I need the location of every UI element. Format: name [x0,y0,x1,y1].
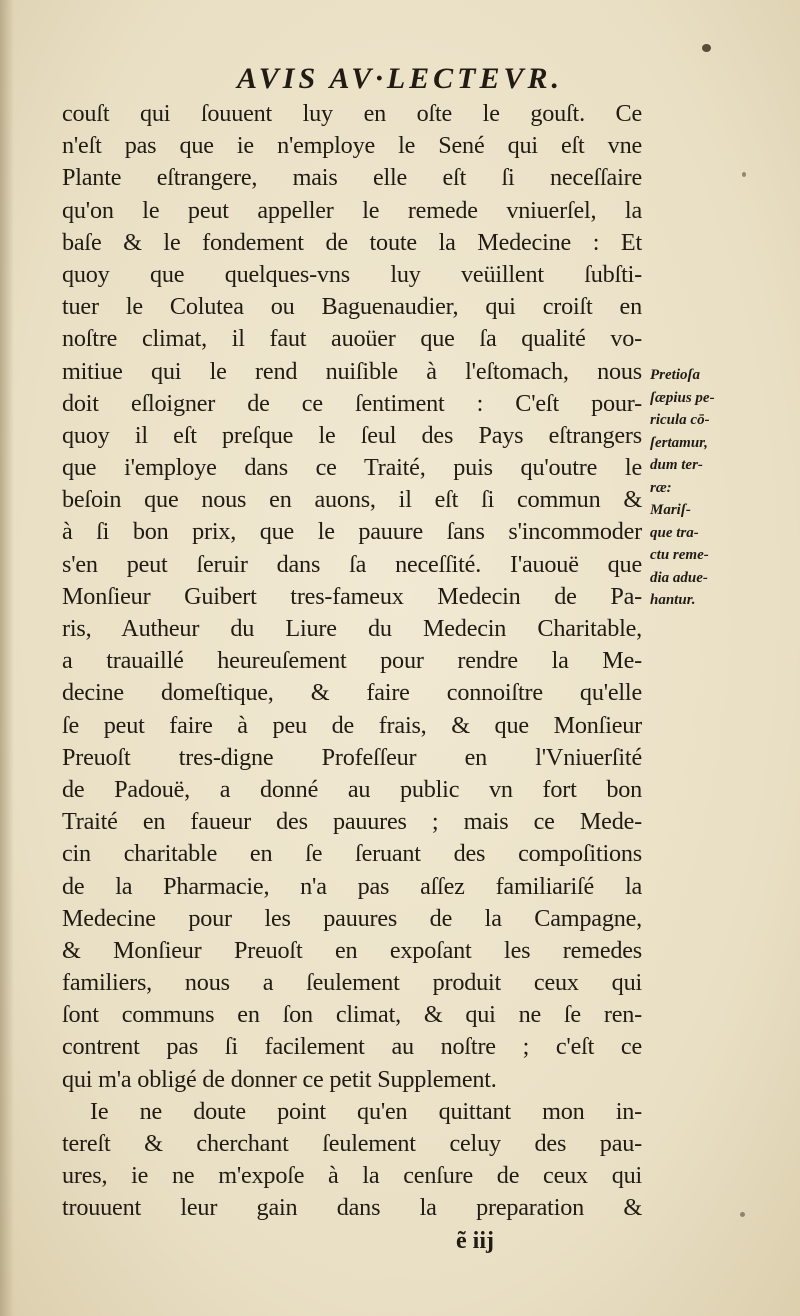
text-line: ſe peut faire à peu de frais, & que Monſieur [62,711,642,739]
text-line: Monſieur Guibert tres-fameux Medecin de Pa- [62,582,642,610]
text-line: s'en peut ſeruir dans ſa neceſſité. I'auouë que [62,550,642,578]
margin-note-line: dia adue- [650,569,708,586]
text-line: Preuoſt tres-digne Profeſſeur en l'Vniuerſité [62,743,642,771]
margin-note [650,364,770,612]
ink-spot [702,44,711,52]
text-line: doit eſloigner de ce ſentiment : C'eſt pour- [62,389,642,417]
text-line: quoy que quelques-vns luy veüillent ſubſti- [62,260,642,288]
margin-note-line: dum ter- [650,457,703,473]
text-line: trouuent leur gain dans la preparation & [62,1194,642,1222]
text-line: tuer le Colutea ou Baguenaudier, qui croiſt en [62,293,642,321]
text-line: baſe & le fondement de toute la Medecine : Et [62,228,642,256]
text-line: tereſt & cherchant ſeulement celuy des pau- [62,1130,642,1157]
margin-note-line: que tra- [650,524,699,541]
text-line: familiers, nous a ſeulement produit ceux qui [62,969,642,997]
text-line: n'eſt pas que ie n'employe le Sené qui eſt vne [62,132,642,160]
text-line: que i'employe dans ce Traité, puis qu'outre le [62,454,642,482]
signature-mark: ẽ iij [456,1228,494,1254]
text-line: mitiue qui le rend nuiſible à l'eſtomach, nous [62,357,642,385]
margin-note-line: ctu reme- [650,547,709,563]
margin-note-line: hantur. [650,592,696,608]
text-line: de la Pharmacie, n'a pas aſſez familiariſé la [62,872,642,900]
margin-note-line: ſertamur, [650,434,708,451]
body-text [62,98,642,1225]
ink-spot [742,172,746,177]
text-line: ſont communs en ſon climat, & qui ne ſe ren- [62,1001,642,1029]
text-line: Traité en faueur des pauures ; mais ce Mede- [62,808,642,836]
margin-note-line: ſæpius pe- [650,389,715,406]
text-line: couſt qui ſouuent luy en oſte le gouſt. Ce [62,100,642,127]
margin-note-line: ræ: [650,479,672,496]
text-line: qu'on le peut appeller le remede vniuerſel, la [62,196,642,224]
text-line: contrent pas ſi facilement au noſtre ; c'eſt ce [62,1033,642,1061]
text-line: Ie ne doute point qu'en quittant mon in- [90,1097,642,1125]
text-line: à ſi bon prix, que le pauure ſans s'incommoder [62,518,642,546]
margin-note-line: Mariſ- [650,502,691,518]
ink-spot [740,1212,745,1217]
text-line: Medecine pour les pauures de la Campagne, [62,904,642,932]
text-line: ures, ie ne m'expoſe à la cenſure de ceux qui [62,1162,642,1190]
text-line: noſtre climat, il faut auoüer que ſa qualité vo- [62,325,642,353]
margin-note-line: Pretioſa [650,367,700,383]
text-line: decine domeſtique, & faire connoiſtre qu'elle [62,679,642,707]
text-line: quoy il eſt preſque le ſeul des Pays eſtrangers [62,421,642,449]
text-line: cin charitable en ſe ſeruant des compoſitions [62,840,642,868]
text-line: qui m'a obligé de donner ce petit Supplement. [62,1065,497,1093]
text-line: de Padouë, a donné au public vn fort bon [62,775,642,803]
text-line: beſoin que nous en auons, il eſt ſi commun & [62,486,642,514]
margin-note-line: ricula cō- [650,412,710,428]
text-line: a trauaillé heureuſement pour rendre la Me- [62,647,642,675]
text-line: & Monſieur Preuoſt en expoſant les remedes [62,936,642,964]
text-line: Plante eſtrangere, mais elle eſt ſi neceſſaire [62,164,642,192]
text-line: ris, Autheur du Liure du Medecin Charitable, [62,615,642,642]
page-header: AVIS AV·LECTEVR. [236,62,564,95]
page-binding-shadow [0,0,14,1316]
